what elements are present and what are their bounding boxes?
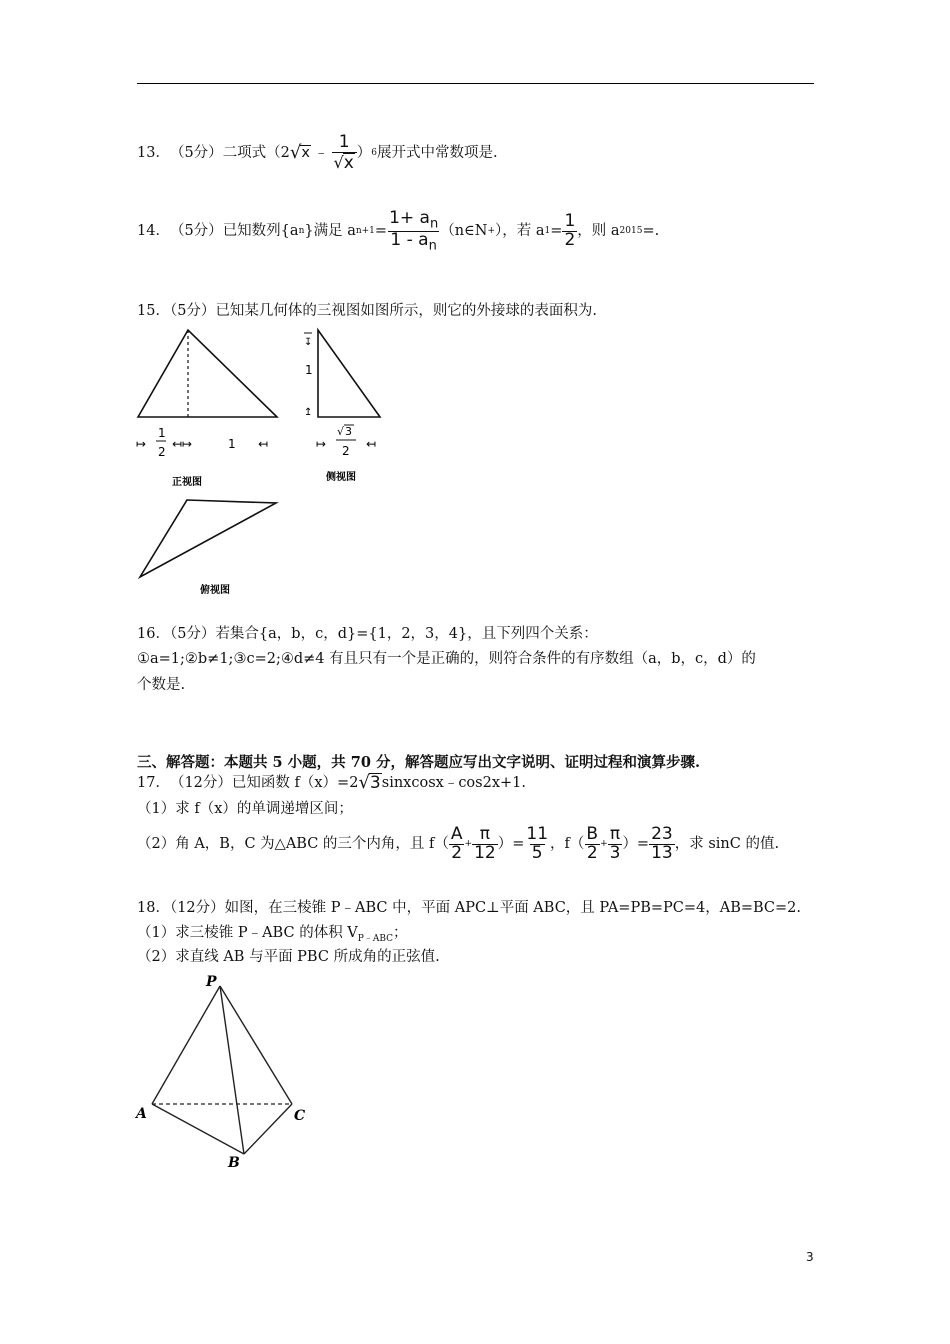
question-14: 14． （5分） 已知数列{a n }满足 a n+1 = $\frac{1+ a_n}{1 - a_n}$ （n∈N + ），若 a 1 = $\frac{1}{2}$ ，则 a 2015 =. [137, 208, 660, 254]
side-sqrt3: 3 [345, 425, 352, 438]
sqrt-symbol: √ [289, 142, 302, 164]
q13-power: 6 [371, 147, 377, 158]
top-view [140, 500, 276, 596]
front-view [136, 330, 277, 488]
top-view-caption: 俯视图 [200, 585, 230, 596]
svg-text:↥: ↥ [304, 407, 313, 418]
header-rule [137, 83, 814, 84]
side-view [304, 330, 380, 483]
q14-half-fraction: $\frac{1}{2}$ [564, 211, 576, 251]
question-17: 17． （12分） 已知函数 f（x）=2 √ 3 sinxcosx﹣cos2x+1. [137, 771, 526, 793]
question-13 [137, 134, 498, 173]
page-number: 3 [806, 1250, 814, 1264]
q13-score: （5分） [169, 145, 223, 162]
svg-text:↤↦: ↤↦ [172, 437, 193, 451]
side-height-label: 1 [305, 363, 313, 377]
vertex-A-label: A [136, 1106, 147, 1122]
side-view-caption: 侧视图 [326, 472, 356, 483]
q13-fraction: $\frac{1}{√x}$ [332, 134, 357, 173]
side-den: 2 [342, 444, 350, 458]
question-18-part1: （1）求三棱锥 P﹣ABC 的体积 $V_{P﹣ABC}$； [137, 925, 408, 944]
front-width-label: 1 [228, 437, 236, 451]
front-half-den: 2 [158, 445, 166, 459]
svg-text:↤: ↤ [366, 437, 377, 451]
question-17-part2: （2）角 A，B，C 为△ABC 的三个内角，且 f（ $\frac{A}{2}$ + $\frac{\pi}{12}$ ）= $\frac{11}{5}$ ，f（ $\frac{B}{2}$ + $\frac{\pi}{3}$ ）= $\frac{23}{13}$ ，求 sinC 的值. [137, 824, 780, 863]
vertex-B-label: B [228, 1155, 240, 1171]
section-3-heading: 三、解答题：本题共 5 小题，共 70 分，解答题应写出文字说明、证明过程和演算步骤. [137, 754, 701, 771]
q13-radicand: x [301, 144, 310, 161]
question-18: 18．（12分）如图，在三棱锥 P﹣ABC 中，平面 APC⊥平面 ABC，且 PA=PB=PC=4，AB=BC=2. [137, 900, 802, 916]
question-16-line3: 个数是. [137, 677, 186, 693]
vertex-P-label: P [206, 974, 217, 990]
front-half-num: 1 [158, 426, 166, 440]
svg-text:↧: ↧ [304, 337, 313, 348]
svg-text:↦: ↦ [316, 437, 327, 451]
front-view-caption: 正视图 [172, 477, 202, 488]
svg-text:↤: ↤ [258, 437, 269, 451]
q13-tail: 展开式中常数项是. [377, 145, 498, 162]
q13-lead: 二项式（2 [222, 145, 290, 162]
three-view-figure [130, 325, 400, 605]
pyramid-figure [130, 968, 330, 1173]
q14-recurrence-fraction: $\frac{1+ a_n}{1 - a_n}$ [389, 208, 439, 254]
svg-text:↦: ↦ [136, 437, 147, 451]
question-15: 15．（5分）已知某几何体的三视图如图所示，则它的外接球的表面积为. [137, 303, 598, 319]
q13-close: ） [356, 145, 372, 162]
svg-text:√: √ [337, 425, 345, 438]
question-16-line2: ①a=1;②b≠1;③c=2;④d≠4 有且只有一个是正确的，则符合条件的有序数组（a，b，c，d）的 [137, 651, 756, 667]
q13-minus: ﹣ [314, 145, 329, 162]
question-16-line1: 16．（5分）若集合{a，b，c，d}={1，2，3，4}，且下列四个关系： [137, 626, 598, 642]
vertex-C-label: C [294, 1108, 306, 1124]
question-18-part2: （2）求直线 AB 与平面 PBC 所成角的正弦值. [137, 949, 440, 965]
q13-number: 13． [137, 145, 170, 162]
question-17-part1: （1）求 f（x）的单调递增区间； [137, 801, 353, 817]
